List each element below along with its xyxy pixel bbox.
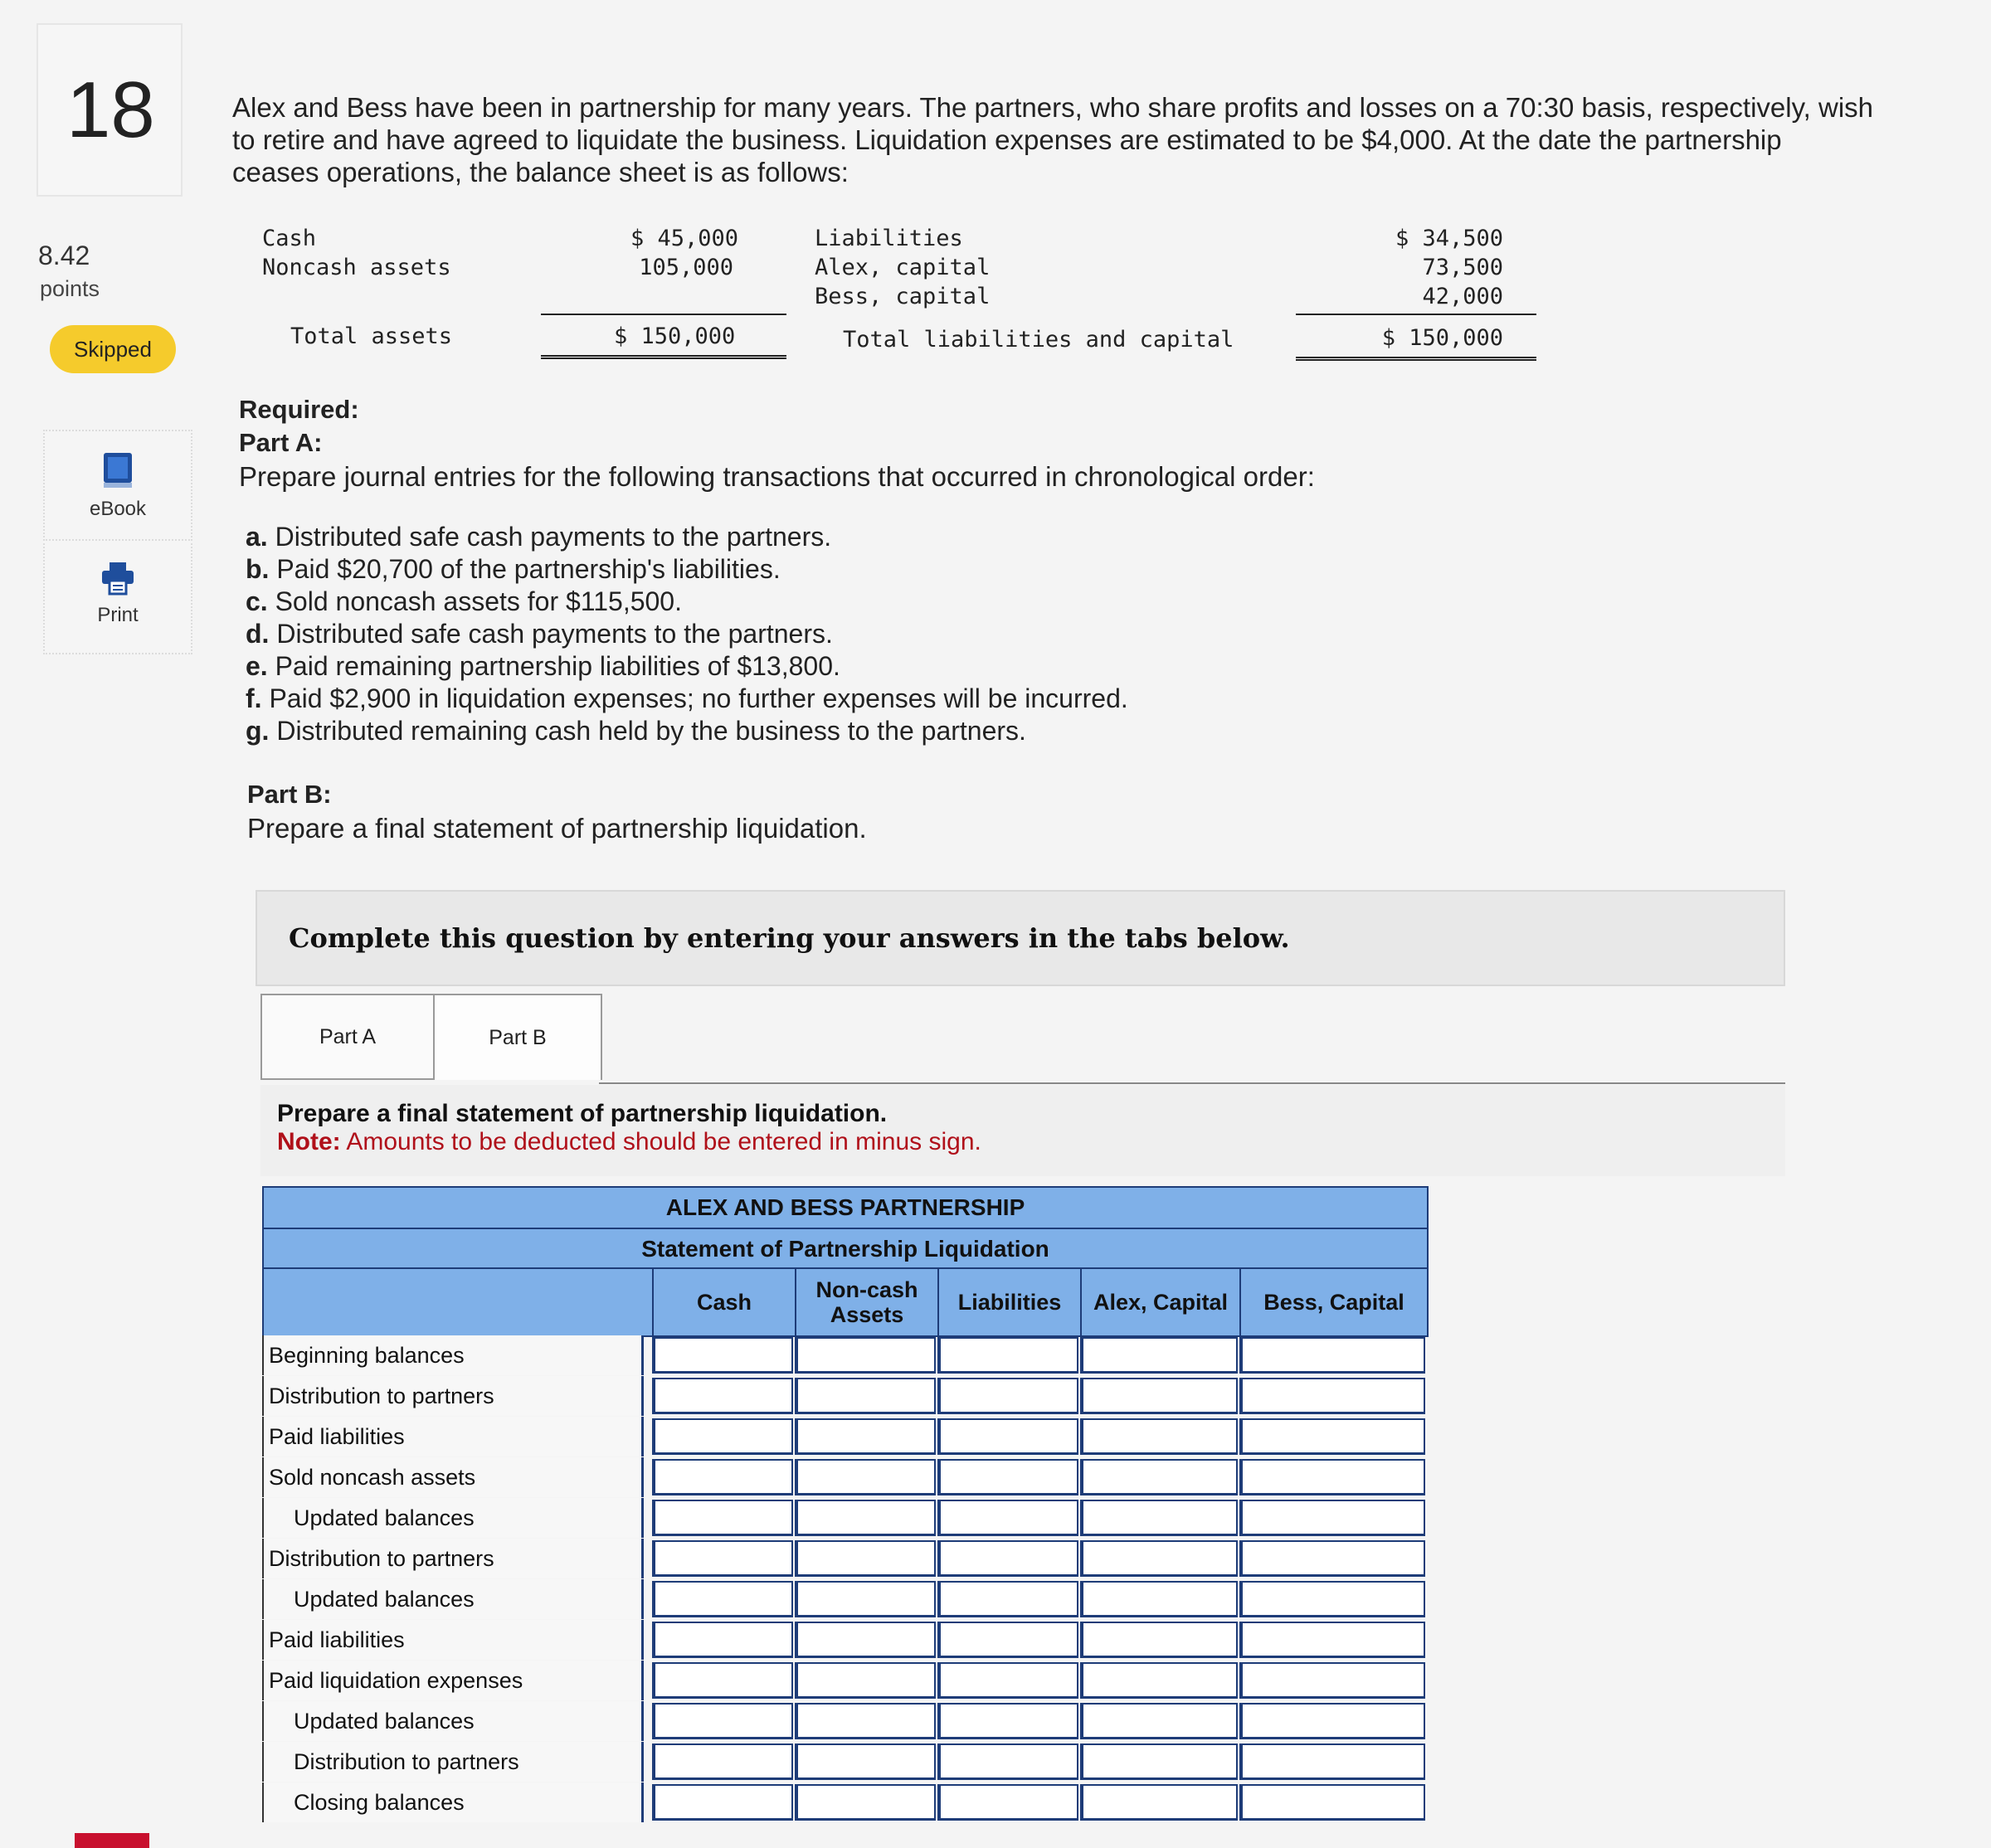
instruction-panel xyxy=(260,1085,1785,1176)
alex-capital-input[interactable] xyxy=(1080,1500,1238,1536)
print-label: Print xyxy=(97,604,139,626)
row-label: Sold noncash assets xyxy=(262,1457,644,1497)
cash-input[interactable] xyxy=(652,1459,793,1495)
bess-capital-input[interactable] xyxy=(1239,1662,1425,1699)
table-row xyxy=(262,1539,1427,1578)
cash-input[interactable] xyxy=(652,1784,793,1821)
row-label: Closing balances xyxy=(262,1782,644,1822)
cash-input[interactable] xyxy=(652,1540,793,1577)
instruction-note: Note: Amounts to be deducted should be entered in minus sign. xyxy=(277,1128,981,1155)
column-header: Alex, Capital xyxy=(1080,1269,1239,1335)
bs-lc-amount: 73,500 xyxy=(1422,255,1503,280)
cash-input[interactable] xyxy=(652,1622,793,1658)
liabilities-input[interactable] xyxy=(937,1337,1078,1374)
ebook-label: eBook xyxy=(89,498,147,520)
cash-input[interactable] xyxy=(652,1703,793,1739)
table-row xyxy=(262,1620,1427,1660)
bs-lc-label: Alex, capital xyxy=(815,255,991,280)
liabilities-input[interactable] xyxy=(937,1662,1078,1699)
liabilities-input[interactable] xyxy=(937,1459,1078,1495)
transaction-list xyxy=(246,521,1128,747)
alex-capital-input[interactable] xyxy=(1080,1703,1238,1739)
part-b-text: Prepare a final statement of partnership liquidation. xyxy=(247,813,867,844)
bs-rule xyxy=(1296,314,1536,315)
column-header: Liabilities xyxy=(937,1269,1080,1335)
table-row xyxy=(262,1335,1427,1375)
bs-lc-label: Bess, capital xyxy=(815,284,991,309)
cash-input[interactable] xyxy=(652,1378,793,1414)
bs-lc-label: Liabilities xyxy=(815,226,963,251)
bess-capital-input[interactable] xyxy=(1239,1500,1425,1536)
table-row xyxy=(262,1782,1427,1822)
noncash-assets-input[interactable] xyxy=(795,1378,936,1414)
liabilities-input[interactable] xyxy=(937,1500,1078,1536)
prompt-line: to retire and have agreed to liquidate the business. Liquidation expenses are estimated to be $4,000. At the date the partnership xyxy=(232,124,1782,155)
points-label: points xyxy=(40,276,100,301)
alex-capital-input[interactable] xyxy=(1080,1743,1238,1780)
tab-divider xyxy=(599,1082,1785,1084)
alex-capital-input[interactable] xyxy=(1080,1581,1238,1617)
row-label: Distribution to partners xyxy=(262,1742,644,1782)
ebook-icon xyxy=(101,451,134,489)
table-row xyxy=(262,1579,1427,1619)
status-badge: Skipped xyxy=(50,325,176,373)
list-item: g. Distributed remaining cash held by the business to the partners. xyxy=(246,716,1026,746)
cash-input[interactable] xyxy=(652,1581,793,1617)
noncash-assets-input[interactable] xyxy=(795,1622,936,1658)
row-label: Paid liabilities xyxy=(262,1620,644,1660)
cash-input[interactable] xyxy=(652,1418,793,1455)
bess-capital-input[interactable] xyxy=(1239,1581,1425,1617)
row-label: Paid liquidation expenses xyxy=(262,1661,644,1700)
bs-total-lc-label: Total liabilities and capital xyxy=(843,327,1234,353)
alex-capital-input[interactable] xyxy=(1080,1337,1238,1374)
publisher-logo xyxy=(75,1833,149,1848)
cash-input[interactable] xyxy=(652,1500,793,1536)
worksheet-title: ALEX AND BESS PARTNERSHIP xyxy=(262,1186,1429,1229)
bs-asset-amount: 105,000 xyxy=(639,255,733,280)
part-a-heading: Part A: xyxy=(239,428,323,457)
list-item: f. Paid $2,900 in liquidation expenses; no further expenses will be incurred. xyxy=(246,683,1128,713)
instruction-text: Prepare a final statement of partnership liquidation. xyxy=(277,1100,888,1127)
bess-capital-input[interactable] xyxy=(1239,1622,1425,1658)
prompt-line: Alex and Bess have been in partnership for many years. The partners, who share profits and losses on a 70:30 basis, respectively, wish xyxy=(232,92,1874,123)
part-a-text: Prepare journal entries for the following transactions that occurred in chronological order: xyxy=(239,461,1315,492)
prompt-line: ceases operations, the balance sheet is as follows: xyxy=(232,157,849,187)
tab-part-b[interactable]: Part B xyxy=(433,994,602,1080)
bs-asset-label: Noncash assets xyxy=(262,255,451,280)
column-header: Non-cash Assets xyxy=(795,1269,937,1335)
bs-double-rule xyxy=(1296,357,1536,361)
bess-capital-input[interactable] xyxy=(1239,1703,1425,1739)
bess-capital-input[interactable] xyxy=(1239,1418,1425,1455)
liabilities-input[interactable] xyxy=(937,1540,1078,1577)
noncash-assets-input[interactable] xyxy=(795,1662,936,1699)
bess-capital-input[interactable] xyxy=(1239,1540,1425,1577)
tab-part-a[interactable]: Part A xyxy=(260,994,435,1080)
bess-capital-input[interactable] xyxy=(1239,1743,1425,1780)
banner-text: Complete this question by entering your answers in the tabs below. xyxy=(289,922,1290,954)
bs-asset-amount: $ 45,000 xyxy=(630,226,739,251)
noncash-assets-input[interactable] xyxy=(795,1540,936,1577)
bess-capital-input[interactable] xyxy=(1239,1784,1425,1821)
liabilities-input[interactable] xyxy=(937,1418,1078,1455)
bs-asset-label: Cash xyxy=(262,226,317,251)
list-item: e. Paid remaining partnership liabilities of $13,800. xyxy=(246,651,840,681)
required-heading: Required: xyxy=(239,395,359,424)
noncash-assets-input[interactable] xyxy=(795,1459,936,1495)
liabilities-input[interactable] xyxy=(937,1703,1078,1739)
bess-capital-input[interactable] xyxy=(1239,1337,1425,1374)
bess-capital-input[interactable] xyxy=(1239,1459,1425,1495)
bs-lc-amount: 42,000 xyxy=(1422,284,1503,309)
noncash-assets-input[interactable] xyxy=(795,1500,936,1536)
cash-input[interactable] xyxy=(652,1337,793,1374)
liabilities-input[interactable] xyxy=(937,1378,1078,1414)
row-label: Updated balances xyxy=(262,1498,644,1538)
alex-capital-input[interactable] xyxy=(1080,1622,1238,1658)
row-label: Distribution to partners xyxy=(262,1539,644,1578)
alex-capital-input[interactable] xyxy=(1080,1459,1238,1495)
worksheet-subtitle: Statement of Partnership Liquidation xyxy=(262,1228,1429,1271)
cash-input[interactable] xyxy=(652,1743,793,1780)
table-row xyxy=(262,1376,1427,1416)
print-icon xyxy=(100,561,135,596)
list-item: b. Paid $20,700 of the partnership's liabilities. xyxy=(246,554,781,584)
liabilities-input[interactable] xyxy=(937,1743,1078,1780)
noncash-assets-input[interactable] xyxy=(795,1743,936,1780)
row-label: Beginning balances xyxy=(262,1335,644,1375)
row-label: Distribution to partners xyxy=(262,1376,644,1416)
alex-capital-input[interactable] xyxy=(1080,1418,1238,1455)
liabilities-input[interactable] xyxy=(937,1784,1078,1821)
bs-rule xyxy=(541,314,786,315)
list-item: d. Distributed safe cash payments to the partners. xyxy=(246,619,833,649)
table-row xyxy=(262,1457,1427,1497)
row-label: Updated balances xyxy=(262,1579,644,1619)
question-prompt xyxy=(232,91,1941,188)
liabilities-input[interactable] xyxy=(937,1622,1078,1658)
row-label: Updated balances xyxy=(262,1701,644,1741)
table-row xyxy=(262,1498,1427,1538)
part-b-heading: Part B: xyxy=(247,780,332,809)
list-item: a. Distributed safe cash payments to the partners. xyxy=(246,522,832,552)
alex-capital-input[interactable] xyxy=(1080,1784,1238,1821)
instruction-banner xyxy=(256,890,1785,986)
ebook-button[interactable] xyxy=(43,430,192,541)
table-row xyxy=(262,1701,1427,1741)
bs-total-lc: $ 150,000 xyxy=(1381,325,1503,351)
alex-capital-input[interactable] xyxy=(1080,1662,1238,1699)
noncash-assets-input[interactable] xyxy=(795,1581,936,1617)
bs-double-rule xyxy=(541,355,786,359)
cash-input[interactable] xyxy=(652,1662,793,1699)
worksheet-header xyxy=(262,1267,1429,1337)
print-button[interactable] xyxy=(43,539,192,654)
alex-capital-input[interactable] xyxy=(1080,1540,1238,1577)
noncash-assets-input[interactable] xyxy=(795,1418,936,1455)
table-row xyxy=(262,1661,1427,1700)
noncash-assets-input[interactable] xyxy=(795,1703,936,1739)
bs-lc-amount: $ 34,500 xyxy=(1395,226,1503,251)
row-label: Paid liabilities xyxy=(262,1417,644,1457)
alex-capital-input[interactable] xyxy=(1080,1378,1238,1414)
bess-capital-input[interactable] xyxy=(1239,1378,1425,1414)
noncash-assets-input[interactable] xyxy=(795,1784,936,1821)
liabilities-input[interactable] xyxy=(937,1581,1078,1617)
column-header: Bess, Capital xyxy=(1239,1269,1427,1335)
points-value: 8.42 xyxy=(38,241,90,270)
table-row xyxy=(262,1742,1427,1782)
noncash-assets-input[interactable] xyxy=(795,1337,936,1374)
bs-total-assets-label: Total assets xyxy=(290,323,453,349)
table-row xyxy=(262,1417,1427,1457)
list-item: c. Sold noncash assets for $115,500. xyxy=(246,586,682,616)
question-number: 18 xyxy=(66,66,155,154)
column-header: Cash xyxy=(652,1269,795,1335)
bs-total-assets: $ 150,000 xyxy=(614,323,736,349)
